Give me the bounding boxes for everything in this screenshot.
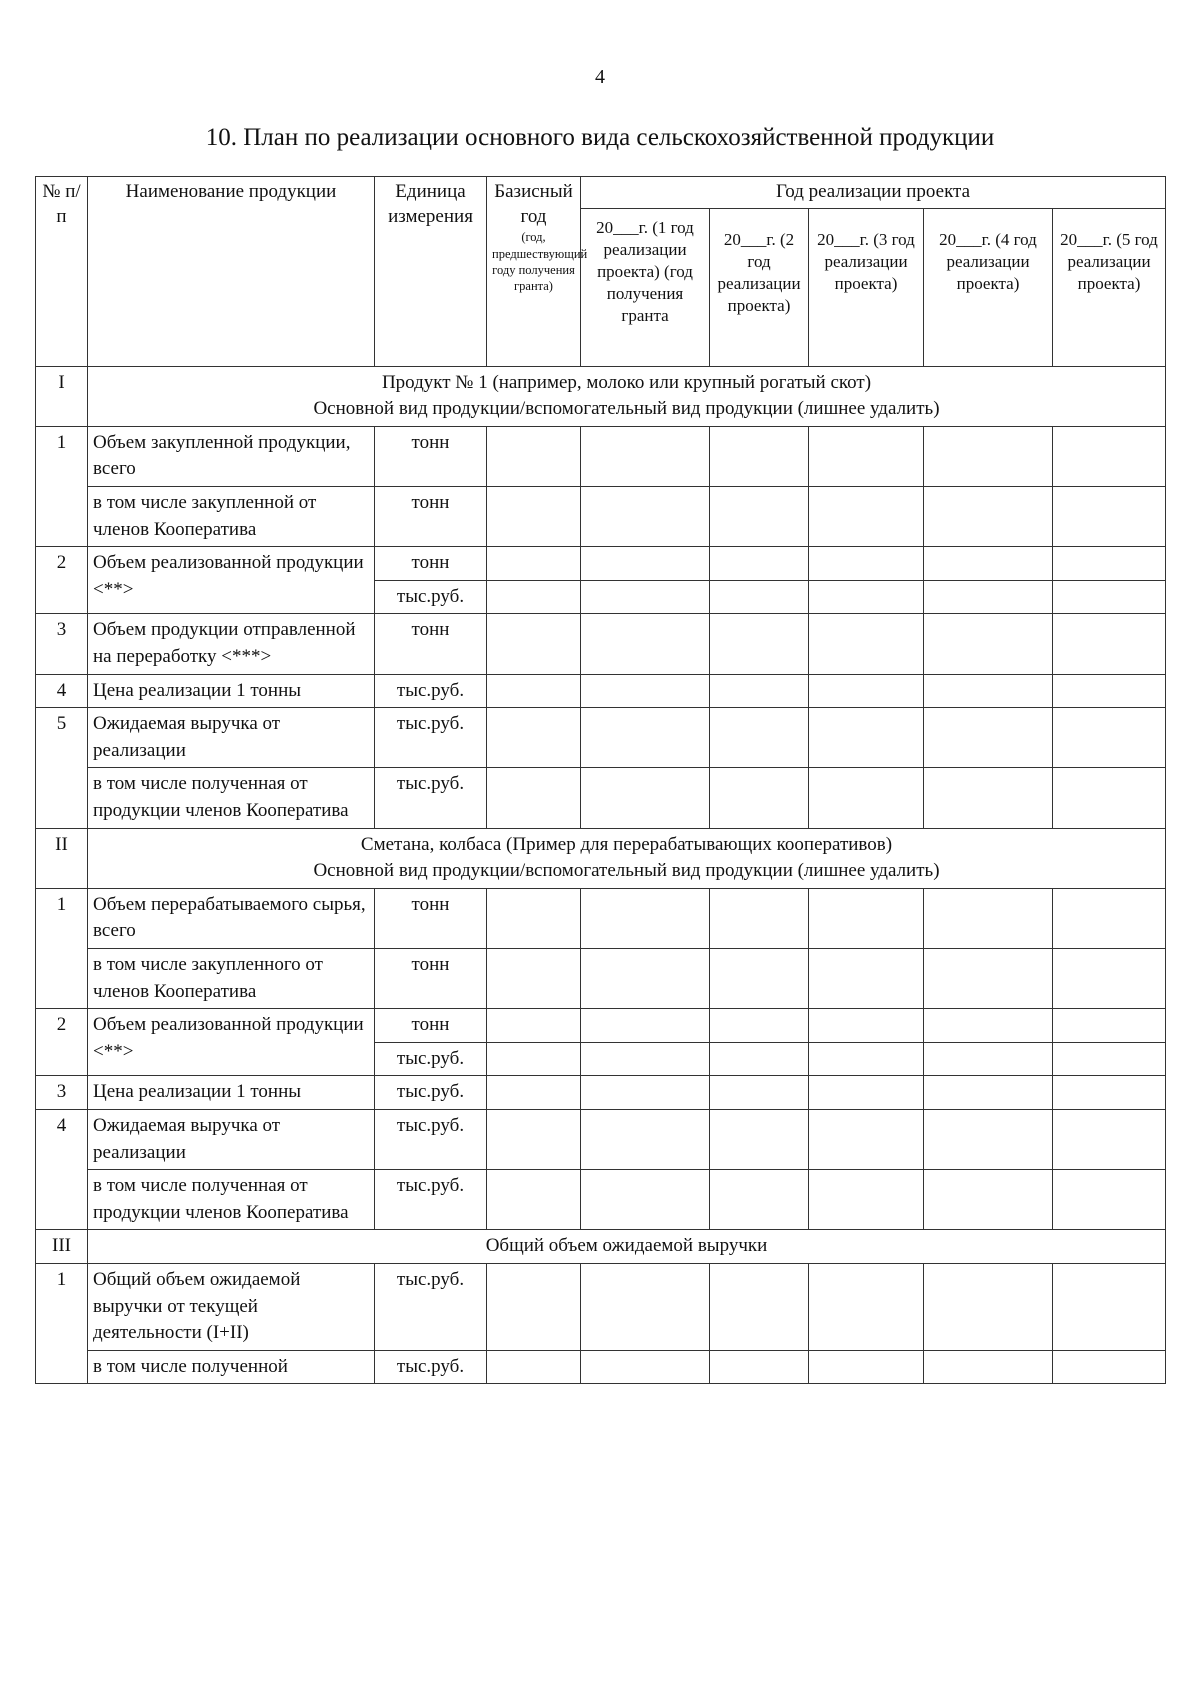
row-number: 3 <box>36 614 88 674</box>
value-cell <box>924 547 1053 581</box>
row-name: Цена реализации 1 тонны <box>88 1076 375 1110</box>
value-cell <box>809 426 924 486</box>
value-cell <box>809 1350 924 1384</box>
table-row <box>36 948 1166 1008</box>
row-name: Общий объем ожидаемой выручки от текущей деятельности (I+II) <box>88 1263 375 1350</box>
section-title-line2: Основной вид продукции/вспомогательный вид продукции (лишнее удалить) <box>313 398 940 420</box>
value-cell <box>487 1109 581 1169</box>
header-year-1: 20___г. (1 год реализации проекта) (год получения гранта <box>581 208 710 366</box>
sales-plan-table <box>35 176 1166 1384</box>
value-cell <box>487 547 581 581</box>
value-cell <box>924 426 1053 486</box>
row-number: 4 <box>36 1109 88 1229</box>
value-cell <box>581 1350 710 1384</box>
value-cell <box>809 674 924 708</box>
row-number: 4 <box>36 674 88 708</box>
header-base-year <box>487 177 588 367</box>
value-cell <box>710 674 809 708</box>
row-name: Объем закупленной продукции, всего <box>88 426 375 486</box>
value-cell <box>581 487 710 547</box>
value-cell <box>1053 674 1166 708</box>
row-number: 2 <box>36 1009 88 1076</box>
value-cell <box>710 1009 809 1043</box>
value-cell <box>1053 888 1166 948</box>
value-cell <box>924 1009 1053 1043</box>
table-row <box>36 426 1166 486</box>
value-cell <box>487 1076 581 1110</box>
table-row <box>36 768 1166 828</box>
section-header-row <box>36 366 1166 426</box>
value-cell <box>1053 948 1166 1008</box>
section-title-line1: Продукт № 1 (например, молоко или крупный рогатый скот) <box>381 371 872 393</box>
row-name: Ожидаемая выручка от реализации <box>88 708 375 768</box>
row-unit: тыс.руб. <box>375 1109 487 1169</box>
header-year-2: 20___г. (2 год реализации проекта) <box>710 208 809 366</box>
table-row <box>36 614 1166 674</box>
value-cell <box>710 1170 809 1230</box>
value-cell <box>710 1042 809 1076</box>
row-name: в том числе закупленного от членов Кооператива <box>88 948 375 1008</box>
row-name: Объем реализованной продукции <**> <box>88 547 375 614</box>
value-cell <box>809 547 924 581</box>
value-cell <box>924 1042 1053 1076</box>
header-unit: Единица измерения <box>375 177 487 367</box>
value-cell <box>924 888 1053 948</box>
value-cell <box>924 768 1053 828</box>
value-cell <box>710 614 809 674</box>
value-cell <box>710 1263 809 1350</box>
value-cell <box>487 1350 581 1384</box>
section-title <box>88 366 1166 426</box>
row-unit: тонн <box>375 547 487 581</box>
row-name: Ожидаемая выручка от реализации <box>88 1109 375 1169</box>
value-cell <box>710 580 809 614</box>
value-cell <box>581 1076 710 1110</box>
value-cell <box>809 948 924 1008</box>
table-row <box>36 1170 1166 1230</box>
value-cell <box>581 674 710 708</box>
row-unit-secondary: тыс.руб. <box>375 1042 487 1076</box>
value-cell <box>924 708 1053 768</box>
value-cell <box>487 1263 581 1350</box>
value-cell <box>809 1170 924 1230</box>
row-name: Цена реализации 1 тонны <box>88 674 375 708</box>
row-name: в том числе полученная от продукции членов Кооператива <box>88 1170 375 1230</box>
table-row <box>36 547 1166 581</box>
table-row <box>36 1109 1166 1169</box>
value-cell <box>581 1009 710 1043</box>
row-unit: тыс.руб. <box>375 674 487 708</box>
value-cell <box>924 1263 1053 1350</box>
section-header-row <box>36 1230 1166 1264</box>
value-cell <box>924 948 1053 1008</box>
document-title: 10. План по реализации основного вида сельскохозяйственной продукции <box>205 124 995 151</box>
section-title-line1: Сметана, колбаса (Пример для перерабатывающих кооперативов) <box>360 833 893 855</box>
value-cell <box>710 708 809 768</box>
header-num: № п/п <box>36 177 88 367</box>
header-year-3: 20___г. (3 год реализации проекта) <box>809 208 924 366</box>
row-unit: тонн <box>375 888 487 948</box>
value-cell <box>1053 614 1166 674</box>
row-name: Объем перерабатываемого сырья, всего <box>88 888 375 948</box>
row-number: 5 <box>36 708 88 828</box>
table-row <box>36 1263 1166 1350</box>
value-cell <box>487 487 581 547</box>
value-cell <box>1053 708 1166 768</box>
section-title-line2: Основной вид продукции/вспомогательный вид продукции (лишнее удалить) <box>313 860 940 882</box>
row-unit: тонн <box>375 614 487 674</box>
value-cell <box>1053 1263 1166 1350</box>
value-cell <box>1053 1009 1166 1043</box>
value-cell <box>487 948 581 1008</box>
row-number: 1 <box>36 1263 88 1383</box>
value-cell <box>581 426 710 486</box>
value-cell <box>809 1076 924 1110</box>
value-cell <box>710 487 809 547</box>
header-year-4: 20___г. (4 год реализации проекта) <box>924 208 1053 366</box>
table-row <box>36 1076 1166 1110</box>
row-number: 1 <box>36 426 88 546</box>
row-unit: тыс.руб. <box>375 1263 487 1350</box>
row-name: Объем продукции отправленной на переработку <***> <box>88 614 375 674</box>
value-cell <box>809 580 924 614</box>
value-cell <box>924 487 1053 547</box>
row-unit-secondary: тыс.руб. <box>375 580 487 614</box>
value-cell <box>581 708 710 768</box>
value-cell <box>487 1009 581 1043</box>
header-years-group: Год реализации проекта <box>581 177 1166 209</box>
page-number: 4 <box>595 66 605 88</box>
row-unit: тыс.руб. <box>375 1076 487 1110</box>
value-cell <box>581 547 710 581</box>
value-cell <box>710 547 809 581</box>
value-cell <box>581 580 710 614</box>
table-row <box>36 888 1166 948</box>
value-cell <box>809 1042 924 1076</box>
table-row <box>36 708 1166 768</box>
value-cell <box>1053 547 1166 581</box>
value-cell <box>487 768 581 828</box>
value-cell <box>809 708 924 768</box>
header-base-year-main: Базисный год <box>494 181 573 227</box>
value-cell <box>1053 487 1166 547</box>
value-cell <box>809 1263 924 1350</box>
value-cell <box>809 487 924 547</box>
value-cell <box>924 1170 1053 1230</box>
section-header-row <box>36 828 1166 888</box>
value-cell <box>924 674 1053 708</box>
value-cell <box>581 1109 710 1169</box>
section-number: I <box>36 366 88 426</box>
value-cell <box>1053 1350 1166 1384</box>
table-row <box>36 487 1166 547</box>
value-cell <box>924 580 1053 614</box>
row-name: в том числе закупленной от членов Кооператива <box>88 487 375 547</box>
row-number: 1 <box>36 888 88 1008</box>
value-cell <box>1053 1109 1166 1169</box>
value-cell <box>581 888 710 948</box>
row-unit: тыс.руб. <box>375 768 487 828</box>
value-cell <box>487 580 581 614</box>
value-cell <box>1053 1042 1166 1076</box>
row-unit: тыс.руб. <box>375 708 487 768</box>
value-cell <box>809 1009 924 1043</box>
table-row <box>36 1009 1166 1043</box>
row-unit: тонн <box>375 487 487 547</box>
value-cell <box>809 888 924 948</box>
value-cell <box>924 614 1053 674</box>
header-name: Наименование продукции <box>88 177 375 367</box>
row-unit: тыс.руб. <box>375 1170 487 1230</box>
value-cell <box>924 1109 1053 1169</box>
value-cell <box>487 614 581 674</box>
value-cell <box>1053 1170 1166 1230</box>
value-cell <box>581 1170 710 1230</box>
value-cell <box>581 1042 710 1076</box>
value-cell <box>487 426 581 486</box>
table-row <box>36 674 1166 708</box>
section-title <box>88 1230 1166 1264</box>
section-title <box>88 828 1166 888</box>
row-name: Объем реализованной продукции <**> <box>88 1009 375 1076</box>
value-cell <box>1053 768 1166 828</box>
section-number: III <box>36 1230 88 1264</box>
value-cell <box>487 1170 581 1230</box>
value-cell <box>581 614 710 674</box>
value-cell <box>710 1350 809 1384</box>
value-cell <box>581 1263 710 1350</box>
value-cell <box>710 426 809 486</box>
value-cell <box>710 1109 809 1169</box>
header-year-5: 20___г. (5 год реализации проекта) <box>1053 208 1166 366</box>
section-title-line1: Общий объем ожидаемой выручки <box>485 1235 768 1257</box>
value-cell <box>1053 1076 1166 1110</box>
row-unit: тонн <box>375 1009 487 1043</box>
value-cell <box>924 1076 1053 1110</box>
value-cell <box>487 708 581 768</box>
value-cell <box>581 768 710 828</box>
value-cell <box>710 948 809 1008</box>
value-cell <box>924 1350 1053 1384</box>
header-row <box>36 177 1166 209</box>
value-cell <box>809 768 924 828</box>
table-row <box>36 1350 1166 1384</box>
row-number: 2 <box>36 547 88 614</box>
value-cell <box>710 768 809 828</box>
header-base-year-note: (год, предшествующий году получения гранта) <box>492 230 588 294</box>
row-number: 3 <box>36 1076 88 1110</box>
row-unit: тонн <box>375 948 487 1008</box>
value-cell <box>487 888 581 948</box>
value-cell <box>581 948 710 1008</box>
value-cell <box>487 674 581 708</box>
row-name: в том числе полученной <box>88 1350 375 1384</box>
value-cell <box>1053 580 1166 614</box>
value-cell <box>710 1076 809 1110</box>
row-unit: тонн <box>375 426 487 486</box>
value-cell <box>809 1109 924 1169</box>
value-cell <box>487 1042 581 1076</box>
value-cell <box>710 888 809 948</box>
row-name: в том числе полученная от продукции членов Кооператива <box>88 768 375 828</box>
value-cell <box>1053 426 1166 486</box>
section-number: II <box>36 828 88 888</box>
value-cell <box>809 614 924 674</box>
row-unit: тыс.руб. <box>375 1350 487 1384</box>
